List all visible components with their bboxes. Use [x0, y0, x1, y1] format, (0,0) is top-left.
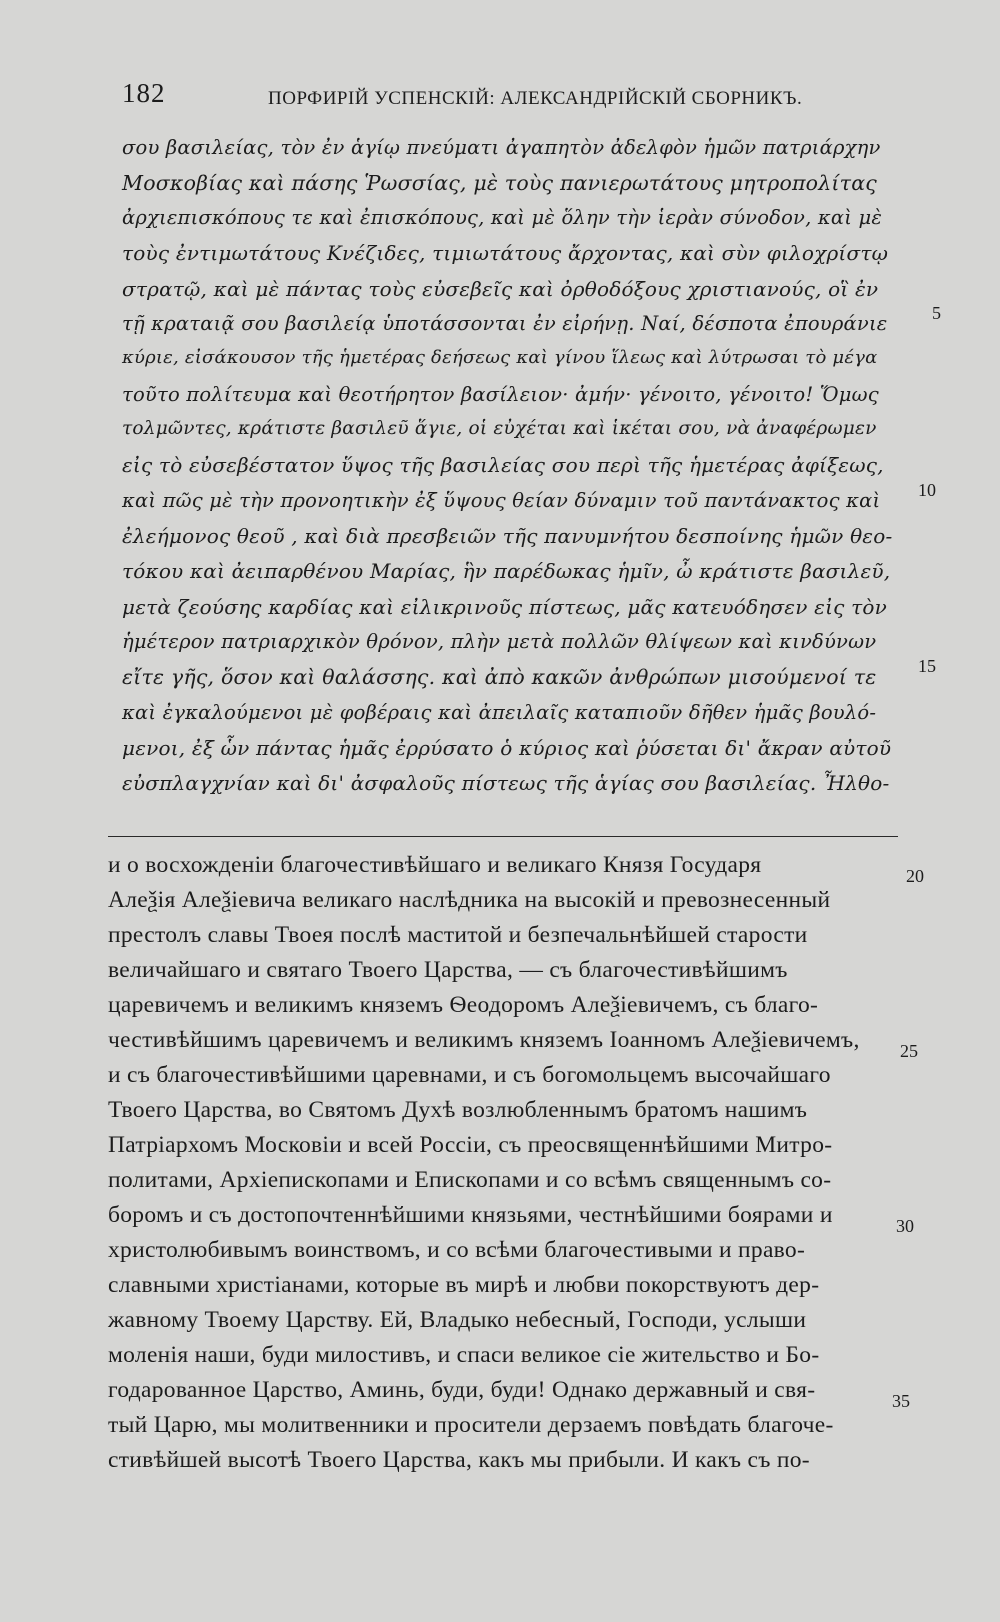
greek-line: εἴτε γῆς, ὅσον καὶ θαλάσσης. καὶ ἀπὸ κακῶν ἀνθρώπων μισούμενοί τε [122, 665, 877, 689]
russian-line: и съ благочестивѣйшими царевнами, и съ богомольцемъ высочайшаго [108, 1062, 831, 1088]
greek-line: εἰς τὸ εὐσεβέστατον ὕψος τῆς βασιλείας σου περὶ τῆς ἡμετέρας ἀφίξεως, [122, 453, 884, 477]
greek-line: ἐλεήμονος θεοῦ , καὶ διὰ πρεσβειῶν τῆς πανυμνήτου δεσποίνης ἡμῶν θεο- [122, 524, 893, 548]
line-number: 25 [900, 1041, 918, 1061]
line-number: 10 [918, 480, 936, 500]
greek-line: τόκου καὶ ἀειπαρθένου Μαρίας, ἣν παρέδωκας ἡμῖν, ὦ κράτιστε βασιλεῦ, [122, 559, 891, 583]
greek-line: καὶ ἐγκαλούμενοι μὲ φοβέραις καὶ ἀπειλαῖς καταπιοῦν δῆθεν ἡμᾶς βουλό- [122, 701, 877, 724]
greek-line: μετὰ ζεούσης καρδίας καὶ εἰλικρινοῦς πίστεως, μᾶς κατευόδησεν εἰς τὸν [122, 595, 887, 619]
russian-line: Твоего Царства, во Святомъ Духѣ возлюбленнымъ братомъ нашимъ [108, 1097, 808, 1123]
greek-line: στρατῷ, καὶ μὲ πάντας τοὺς εὐσεβεῖς καὶ ὀρθοδόξους χριστιανούς, οἳ ἐν [122, 277, 879, 301]
russian-line: Алеѯія Алеѯіевича великаго наслѣдника на высокій и превознесенный [108, 887, 831, 913]
russian-line: христолюбивымъ воинствомъ, и со всѣми благочестивыми и право- [108, 1237, 806, 1263]
page-number: 182 [122, 78, 166, 108]
line-number: 15 [918, 656, 936, 676]
line-number: 20 [906, 866, 924, 886]
russian-line: царевичемъ и великимъ княземъ Ѳеодоромъ Алеѯіевичемъ, съ благо- [108, 992, 819, 1018]
line-number: 35 [892, 1391, 910, 1411]
line-number: 5 [932, 303, 941, 323]
greek-line: σου βασιλείας, τὸν ἐν ἁγίῳ πνεύματι ἀγαπητὸν ἀδελφὸν ἡμῶν πατριάρχην [122, 136, 881, 159]
greek-line: Μοσκοβίας καὶ πάσης Ῥωσσίας, μὲ τοὺς πανιερωτάτους μητροπολίτας [122, 171, 877, 195]
russian-line: тый Царю, мы молитвенники и просители дерзаемъ повѣдать благоче- [108, 1412, 834, 1438]
section-divider [108, 836, 898, 837]
russian-line: годарованное Царство, Аминь, буди, буди! Однако державный и свя- [108, 1377, 816, 1403]
greek-line: τῇ κραταιᾷ σου βασιλείᾳ ὑποτάσσονται ἐν εἰρήνῃ. Ναί, δέσποτα ἐπουράνιε [122, 312, 888, 335]
russian-line: престолъ славы Твоея послѣ маститой и безпечальнѣйшей старости [108, 922, 808, 948]
russian-line: боромъ и съ достопочтеннѣйшими князьями, честнѣйшими боярами и [108, 1202, 833, 1228]
russian-line: стивѣйшей высотѣ Твоего Царства, какъ мы прибыли. И какъ съ по- [108, 1447, 810, 1473]
greek-line: ἡμέτερον πατριαρχικὸν θρόνον, πλὴν μετὰ πολλῶν θλίψεων καὶ κινδύνων [122, 630, 877, 653]
russian-line: политами, Архіепископами и Епископами и со всѣмъ священнымъ со- [108, 1167, 832, 1193]
greek-line: τοὺς ἐντιμωτάτους Κνέζιδες, τιμιωτάτους ἄρχοντας, καὶ σὺν φιλοχρίστῳ [122, 241, 889, 265]
greek-line: κύριε, εἰσάκουσον τῆς ἡμετέρας δεήσεως καὶ γίνου ἵλεως καὶ λύτρωσαι τὸ μέγα [122, 347, 878, 368]
russian-line: и о восхожденіи благочестивѣйшаго и великаго Князя Государя [108, 852, 762, 878]
russian-line: жавному Твоему Царству. Ей, Владыко небесный, Господи, услыши [108, 1307, 807, 1333]
russian-line: Патріархомъ Московіи и всей Россіи, съ преосвященнѣйшими Митро- [108, 1132, 833, 1158]
greek-line: καὶ πῶς μὲ τὴν προνοητικὴν ἐξ ὕψους θείαν δύναμιν τοῦ παντάνακτος καὶ [122, 489, 881, 512]
line-number: 30 [896, 1216, 914, 1236]
greek-line: τολμῶντες, κράτιστε βασιλεῦ ἅγιε, οἱ εὐχέται καὶ ἱκέται σου, νὰ ἀναφέρωμεν [122, 418, 877, 439]
russian-line: величайшаго и святаго Твоего Царства, — съ благочестивѣйшимъ [108, 957, 788, 983]
russian-line: славными христіанами, которые въ мирѣ и любви покорствуютъ дер- [108, 1272, 820, 1298]
russian-line: честивѣйшимъ царевичемъ и великимъ княземъ Іоанномъ Алеѯіевичемъ, [108, 1027, 860, 1053]
greek-line: εὐσπλαγχνίαν καὶ δι' ἀσφαλοῦς πίστεως τῆς ἁγίας σου βασιλείας. Ἦλθο- [122, 771, 890, 795]
running-head: ПОРФИРІЙ УСПЕНСКІЙ: АЛЕКСАНДРІЙСКІЙ СБОРНИКЪ. [268, 88, 803, 109]
greek-line: ἀρχιεπισκόπους τε καὶ ἐπισκόπους, καὶ μὲ ὅλην τὴν ἱερὰν σύνοδον, καὶ μὲ [122, 206, 883, 229]
greek-line: τοῦτο πολίτευμα καὶ θεοτήρητον βασίλειον· ἀμήν· γένοιτο, γένοιτο! Ὅμως [122, 383, 879, 406]
greek-line: μενοι, ἐξ ὧν πάντας ἡμᾶς ἐρρύσατο ὁ κύριος καὶ ῥύσεται δι' ἄκραν αὐτοῦ [122, 736, 892, 760]
russian-line: моленія наши, буди милостивъ, и спаси великое сіе жительство и Бо- [108, 1342, 820, 1368]
